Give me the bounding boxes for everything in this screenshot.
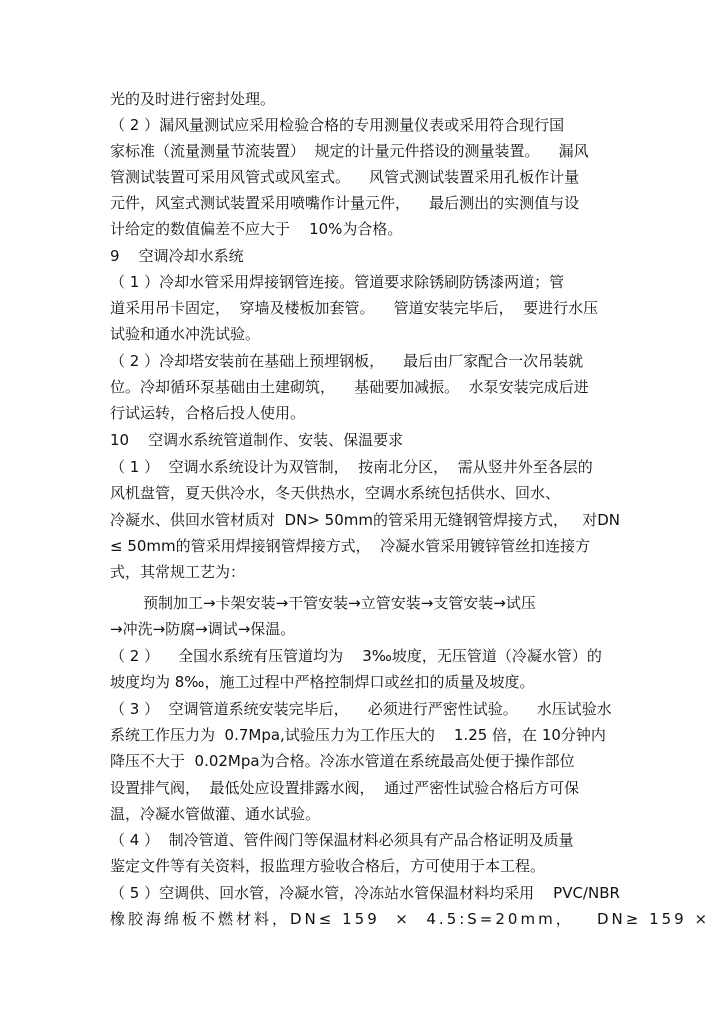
text-line: 设置排气阀， 最低处应设置排露水阀， 通过严密性试验合格后方可保 <box>110 779 580 797</box>
text-line: 管测试装置可采用风管式或风室式。 风管式测试装置采用孔板作计量 <box>110 168 580 186</box>
text-line: 降压不大于 0.02Mpa为合格。冷冻水管道在系统最高处便于操作部位 <box>110 752 575 770</box>
text-line: 家标准（流量测量节流装置） 规定的计量元件搭设的测量装置。 漏风 <box>110 142 589 160</box>
text-line: 道采用吊卡固定， 穿墙及楼板加套管。 管道安装完毕后， 要进行水压 <box>110 299 599 317</box>
text-line: 计给定的数值偏差不应大于 10%为合格。 <box>110 220 403 238</box>
text-line: 光的及时进行密封处理。 <box>110 90 276 108</box>
text-line: （ 4 ） 制冷管道、管件阀门等保温材料必须具有产品合格证明及质量 <box>110 831 574 849</box>
text-line: （ 3 ） 空调管道系统安装完毕后， 必须进行严密性试验。 水压试验水 <box>110 700 612 718</box>
text-line: （ 1 ）冷却水管采用焊接钢管连接。管道要求除锈刷防锈漆两道；管 <box>110 273 565 291</box>
process-flow-line: 预制加工→卡架安装→干管安装→立管安装→支管安装→试压 <box>143 594 536 612</box>
text-line: 鉴定文件等有关资料，报监理方验收合格后，方可使用于本工程。 <box>110 857 546 875</box>
text-line: 式，其常规工艺为： <box>110 563 246 581</box>
section-heading: 9 空调冷却水系统 <box>110 247 244 265</box>
text-line: 元件，风室式测试装置采用喷嘴作计量元件， 最后测出的实测值与设 <box>110 194 580 212</box>
text-line: （ 5 ）空调供、回水管，冷凝水管，冷冻站水管保温材料均采用 PVC/NBR <box>110 884 620 902</box>
text-line: 试验和通水冲洗试验。 <box>110 325 261 343</box>
text-line: 橡胶海绵板不燃材料，DN≤ 159 × 4.5:S=20mm， DN≥ 159 × <box>110 910 711 928</box>
text-line: 风机盘管，夏天供冷水，冬天供热水，空调水系统包括供水、回水、 <box>110 484 561 502</box>
process-flow-line: →冲洗→防腐→调试→保温。 <box>110 620 296 638</box>
text-line: （ 2 ）冷却塔安装前在基础上预埋钢板， 最后由厂家配合一次吊装就 <box>110 352 584 370</box>
text-line: 行试运转，合格后投人使用。 <box>110 404 306 422</box>
text-line: 温，冷凝水管做灌、通水试验。 <box>110 805 321 823</box>
text-line: 冷凝水、供回水管材质对 DN> 50mm的管采用无缝钢管焊接方式， 对DN <box>110 511 621 529</box>
text-line: （ 1 ） 空调水系统设计为双管制， 按南北分区， 需从竖井外至各层的 <box>110 458 593 476</box>
text-line: （ 2 ） 全国水系统有压管道均为 3‰坡度，无压管道（冷凝水管）的 <box>110 647 602 665</box>
text-line: 位。冷却循环泵基础由土建砌筑， 基础要加减振。 水泵安装完成后进 <box>110 378 589 396</box>
text-line: （ 2 ）漏风量测试应采用检验合格的专用测量仪表或采用符合现行国 <box>110 116 565 134</box>
section-heading: 10 空调水系统管道制作、安装、保温要求 <box>110 431 404 449</box>
text-line: 坡度均为 8‰，施工过程中严格控制焊口或丝扣的质量及坡度。 <box>110 673 535 691</box>
text-line: ≤ 50mm的管采用焊接钢管焊接方式， 冷凝水管采用镀锌管丝扣连接方 <box>110 537 591 555</box>
text-line: 系统工作压力为 0.7Mpa,试验压力为工作压大的 1.25 倍，在 10分钟内 <box>110 726 606 744</box>
